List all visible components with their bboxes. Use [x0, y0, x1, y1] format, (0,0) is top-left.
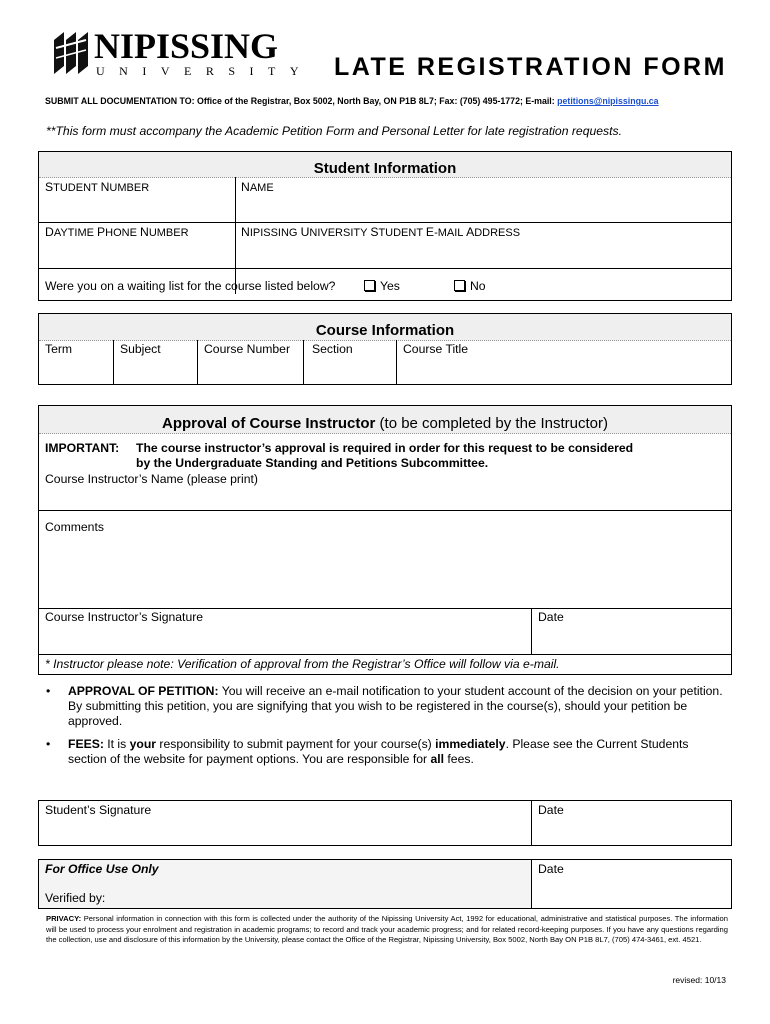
comments-label: Comments	[45, 520, 104, 534]
waiting-list-question: Were you on a waiting list for the course listed below?	[45, 279, 336, 293]
checkbox-icon[interactable]	[364, 280, 375, 291]
instructor-note: * Instructor please note: Verification of approval from the Registrar’s Office will follow via e-mail.	[45, 657, 560, 671]
important-text-line2: by the Undergraduate Standing and Petitions Subcommittee.	[136, 456, 489, 470]
section-header	[39, 152, 731, 178]
approval-title: Approval of Course Instructor (to be completed by the Instructor)	[162, 415, 608, 432]
university-logo-icon	[52, 30, 90, 76]
instructor-signature-label: Course Instructor’s Signature	[45, 610, 204, 624]
form-title: LATE REGISTRATION FORM	[334, 53, 727, 81]
petitions-email-link[interactable]: petitions@nipissingu.ca	[557, 96, 659, 106]
university-subtitle: UNIVERSITY	[96, 64, 313, 78]
term-column: Term	[45, 342, 73, 356]
list-item: • APPROVAL OF PETITION: You will receive an e-mail notification to your student account of the decision on your petition. By submitting this petition, you are signifying that you wish to be registered in the course(s), should your petition be approved.	[46, 684, 723, 728]
name-label: NAME	[241, 180, 274, 194]
section-header	[39, 406, 731, 434]
student-number-label: STUDENT NUMBER	[45, 180, 150, 194]
course-number-column: Course Number	[204, 342, 291, 356]
petition-information-list	[44, 684, 724, 775]
checkbox-icon[interactable]	[454, 280, 465, 291]
waiting-list-no[interactable]: No	[454, 279, 486, 294]
office-date-label: Date	[538, 862, 564, 876]
instructor-approval-section	[38, 405, 732, 675]
student-date-label: Date	[538, 803, 564, 817]
course-information-section	[38, 313, 732, 385]
section-column: Section	[312, 342, 353, 356]
course-info-title: Course Information	[315, 322, 455, 339]
important-text-line1: The course instructor’s approval is required in order for this request to be considered	[136, 441, 634, 455]
university-name: NIPISSING	[94, 26, 279, 66]
form-note: **This form must accompany the Academic Petition Form and Personal Letter for late registration requests.	[46, 124, 623, 138]
verified-by-label: Verified by:	[45, 891, 106, 905]
student-signature-section	[38, 800, 732, 846]
important-label: IMPORTANT:	[45, 441, 120, 455]
office-use-title: For Office Use Only	[45, 862, 159, 876]
student-information-section	[38, 151, 732, 301]
daytime-phone-label: DAYTIME PHONE NUMBER	[45, 225, 189, 239]
instructor-date-label: Date	[538, 610, 564, 624]
submit-instructions-text: SUBMIT ALL DOCUMENTATION TO: Office of the Registrar, Box 5002, North Bay, ON P1B 8L7; Fax: (705) 495-1772; E-mail:	[45, 96, 558, 106]
email-address-label: NIPISSING UNIVERSITY STUDENT E-MAIL ADDRESS	[241, 225, 521, 239]
subject-column: Subject	[120, 342, 161, 356]
list-item: • FEES: It is your responsibility to submit payment for your course(s) immediately. Please see the Current Students section of the website for payment options. You are responsible for all fees.	[46, 737, 689, 766]
privacy-statement: PRIVACY: Personal information in connection with this form is collected under the authority of the Nipissing University Act, 1992 for educational, administrative and statistical purposes. The information will be used to process your enrolment and registration in academic programs; to record and track your academic progress; and for related record-keeping purposes. If you have any questions regarding the collection, use and disclosure of this information by the University, please contact the Office of the Registrar, Nipissing University, Box 5002, North Bay ON P1B 8L7, (705) 474-3461, ext. 4521.	[46, 914, 728, 944]
section-header	[39, 314, 731, 341]
waiting-list-yes[interactable]: Yes	[364, 279, 400, 294]
student-signature-label: Student’s Signature	[45, 803, 152, 817]
office-use-section	[38, 859, 732, 909]
revision-date: revised: 10/13	[672, 975, 726, 985]
student-info-title: Student Information	[313, 160, 457, 177]
submit-instructions	[45, 95, 659, 107]
instructor-name-label: Course Instructor’s Name (please print)	[45, 472, 258, 486]
course-title-column: Course Title	[403, 342, 469, 356]
